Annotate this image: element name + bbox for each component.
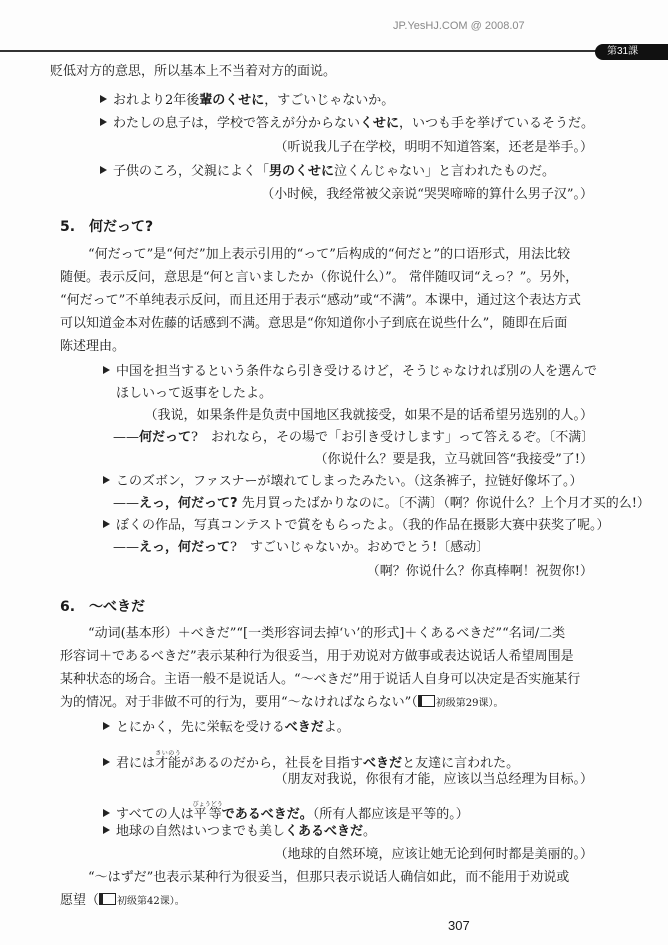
text: 为的情况。对于非做不可的行为，要用“～なければならない”（ <box>60 695 418 710</box>
text: おれより2年後 <box>113 93 200 108</box>
translation: （听说我儿子在学校，明明不知道答案，还老是举手。） <box>274 140 593 155</box>
header-rule <box>0 50 610 52</box>
paragraph-line <box>60 893 185 910</box>
bold-text: べきだ <box>363 756 403 771</box>
bullet-icon <box>103 366 110 374</box>
bullet-icon <box>103 809 110 817</box>
text: ? すごいじゃないか。おめでとう!〔感动〕 <box>230 540 490 555</box>
bullet-icon <box>103 722 110 730</box>
ruby-word <box>155 750 182 771</box>
furigana: さいのう <box>155 750 182 757</box>
translation: （小时候，我经常被父亲说“哭哭啼啼的算什么男子汉”。） <box>261 187 593 202</box>
text: ，すごいじゃないか。 <box>264 93 395 108</box>
example-sentence-cont: ほしいって返事をしたよ。 <box>116 386 273 401</box>
bullet-icon <box>103 826 110 834</box>
paragraph-line: 形容词＋であるべきだ”表示某种行为很妥当，用于劝说对方做事或表达说话人希望周围是 <box>60 649 574 664</box>
bold-text: であるべきだ。 <box>221 807 313 822</box>
text: ? おれなら，その場で「お引き受けします」って答えるぞ。〔不满〕 <box>191 430 595 445</box>
bold-text: えっ，何だって? <box>139 496 238 511</box>
text: 初级第42课）。 <box>117 896 185 907</box>
book-reference-icon <box>99 893 116 905</box>
paragraph-line <box>60 695 504 712</box>
text: —— <box>113 496 139 511</box>
bullet-icon <box>100 118 107 126</box>
text: とにかく，先に栄転を受ける <box>116 720 285 735</box>
lesson-badge: 第31課 <box>595 44 668 60</box>
text: 地球の自然はいつまでも美し <box>116 824 286 839</box>
bullet-icon <box>100 166 107 174</box>
example-sentence <box>103 474 582 490</box>
text: 泣くんじゃない」と言われたものだ。 <box>334 164 556 179</box>
section-heading: 5. 何だって? <box>60 219 154 235</box>
bold-text: くあるべきだ <box>285 824 364 839</box>
text: ぼくの作品，写真コンテストで賞をもらったよ。（我的作品在摄影大赛中获奖了呢。） <box>116 518 610 533</box>
text: すべての人は <box>116 807 194 822</box>
translation: （朋友对我说，你很有才能，应该以当总经理为目标。） <box>274 772 593 787</box>
bold-text: えっ，何だって <box>139 540 231 555</box>
reply-sentence <box>113 540 489 556</box>
ruby-word <box>192 801 223 822</box>
example-sentence <box>100 116 594 132</box>
text: 。 <box>363 824 377 839</box>
text: 先月買ったばかりなのに。〔不满〕（啊？你说什么？上个月才买的么!） <box>241 496 650 511</box>
paragraph-line: 可以知道金本对佐藤的话感到不满。意思是“你知道你小子到底在说些什么”，随即在后面 <box>60 316 568 331</box>
paragraph-line: 随便。表示反问，意思是“何と言いましたか（你说什么）”。 常伴随叹词“えっ？”。另外， <box>60 270 579 285</box>
text: わたしの息子は，学校で答えが分からない <box>113 116 361 131</box>
section-heading: 6. ～べきだ <box>60 599 146 615</box>
bullet-icon <box>103 520 110 528</box>
example-sentence <box>103 720 350 736</box>
paragraph-line: 陈述理由。 <box>60 339 126 354</box>
text: 初级第29课）。 <box>435 698 504 709</box>
site-watermark: JP.YesHJ.COM @ 2008.07 <box>393 20 525 32</box>
text: 中国を担当するという条件なら引き受けるけど，そうじゃなければ別の人を選んで <box>116 364 598 379</box>
text: 才能 <box>155 756 182 771</box>
text: ，いつも手を挙げているそうだ。 <box>399 116 595 131</box>
translation: （地球的自然环境，应该让她无论到何时都是美丽的。） <box>274 847 593 862</box>
example-sentence <box>103 518 609 534</box>
example-sentence <box>103 801 469 823</box>
text: —— <box>113 430 139 445</box>
bold-text: べきだ <box>284 720 324 735</box>
text: よ。 <box>323 720 350 735</box>
example-sentence <box>103 364 597 380</box>
furigana: びょうどう <box>192 801 223 808</box>
paragraph-line: “动词(基本形）＋べきだ”“[一类形容词去掉‘い’的形式]＋くあるべきだ”“名词/二类 <box>88 626 566 641</box>
paragraph-line: 某种状态的场合。主语一般不是说话人。“～べきだ”用于说话人自身可以决定是否实施某行 <box>60 672 581 687</box>
example-sentence <box>100 93 394 109</box>
bullet-icon <box>103 476 110 484</box>
text: —— <box>113 540 139 555</box>
page-number: 307 <box>448 918 470 933</box>
text: と友達に言われた。 <box>402 756 520 771</box>
bold-text: 何だって <box>139 430 192 445</box>
text: 子供のころ，父親によく「 <box>113 164 270 179</box>
reply-sentence <box>113 430 594 446</box>
text: 愿望（ <box>60 893 100 908</box>
text: このズボン，ファスナーが壊れてしまったみたい。（这条裤子，拉链好像坏了。） <box>116 474 583 489</box>
bullet-icon <box>100 95 107 103</box>
reply-sentence <box>113 496 650 512</box>
book-reference-icon <box>418 695 435 707</box>
text: 平等 <box>192 807 223 822</box>
example-sentence <box>103 824 376 840</box>
paragraph-line: “何だって”不单纯表示反问，而且还用于表示“感动”或“不满”。本课中，通过这个表达方式 <box>60 293 581 308</box>
bold-text: くせに <box>360 116 400 131</box>
translation: （啊？你说什么？你真棒啊！祝贺你!） <box>366 564 593 579</box>
paragraph-line: 贬低对方的意思，所以基本上不当着对方的面说。 <box>50 64 337 79</box>
text: があるのだから，社長を目指す <box>181 756 364 771</box>
paragraph-line: “～はずだ”也表示某种行为很妥当，但那只表示说话人确信如此，而不能用于劝说或 <box>88 870 570 885</box>
bold-text: 輩のくせに <box>199 93 265 108</box>
example-sentence <box>103 750 519 772</box>
example-sentence <box>100 164 555 180</box>
translation: （我说，如果条件是负责中国地区我就接受，如果不是的话希望另选别的人。） <box>144 408 593 423</box>
bold-text: 男のくせに <box>269 164 335 179</box>
paragraph-line: “何だって”是“何だ”加上表示引用的“って”后构成的“何だと”的口语形式，用法比较 <box>88 247 571 262</box>
translation: （你说什么？要是我，立马就回答“我接受”了!） <box>314 452 593 467</box>
bullet-icon <box>103 758 110 766</box>
text: （所有人都应该是平等的。） <box>312 807 469 822</box>
text: 君には <box>116 756 156 771</box>
